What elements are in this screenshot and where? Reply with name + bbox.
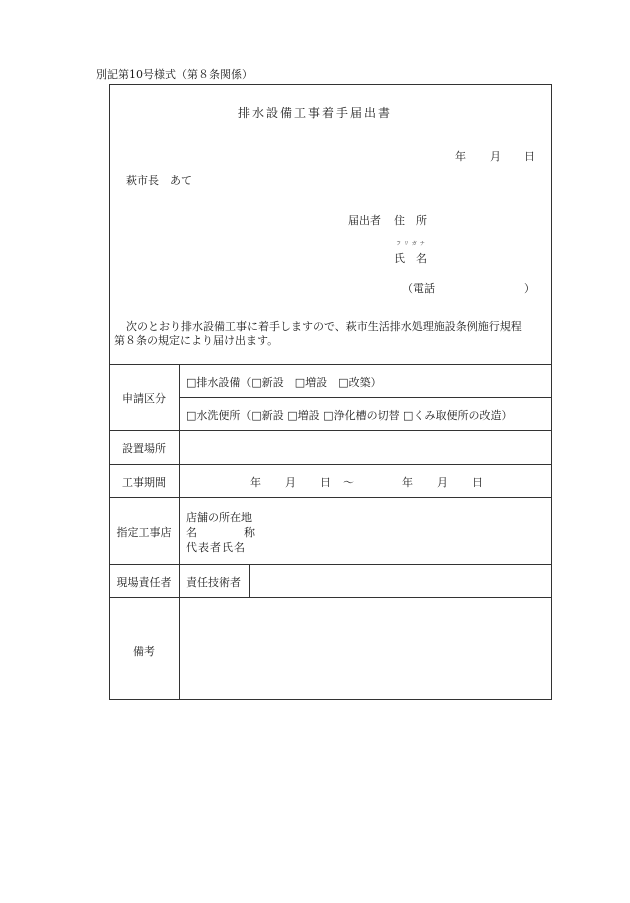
contractor-name-label-b: 称: [244, 526, 255, 539]
form-title: 排水設備工事着手届出書: [237, 106, 392, 120]
label-column-rule: [179, 364, 180, 700]
addressee: 萩市長 あて: [126, 174, 192, 187]
period-label: 工事期間: [122, 476, 166, 489]
address-label: 住 所: [394, 214, 427, 227]
contractor-rep-label: 代表者氏名: [186, 541, 246, 554]
date-month: 月: [490, 150, 501, 163]
period-end-day: 日: [472, 476, 483, 489]
contractor-bottom-rule: [109, 564, 552, 565]
location-label: 設置場所: [122, 442, 166, 455]
type-bottom-rule: [109, 430, 552, 431]
applicant-label: 届出者: [348, 214, 381, 227]
name-label: 氏 名: [394, 252, 427, 265]
period-end-year: 年: [402, 476, 413, 489]
period-separator: ～: [343, 476, 354, 489]
contractor-name-label-a: 名: [186, 526, 197, 539]
body-text-line1: 次のとおり排水設備工事に着手しますので、萩市生活排水処理施設条例施行規程: [126, 320, 522, 333]
table-top-rule: [109, 364, 552, 365]
option-flush-toilet[interactable]: □水洗便所（□新設 □増設 □浄化槽の切替 □くみ取便所の改造）: [186, 409, 513, 422]
manager-bottom-rule: [109, 597, 552, 598]
period-start-day: 日: [320, 476, 331, 489]
application-type-label: 申請区分: [122, 392, 166, 405]
contractor-label: 指定工事店: [116, 526, 172, 539]
location-bottom-rule: [109, 464, 552, 465]
remarks-label: 備考: [133, 645, 155, 658]
period-start-month: 月: [285, 476, 296, 489]
period-end-month: 月: [437, 476, 448, 489]
body-text-line2: 第８条の規定により届け出ます。: [114, 334, 279, 347]
date-day: 日: [524, 150, 535, 163]
contractor-address-label: 店舗の所在地: [186, 511, 252, 524]
engineer-label: 責任技術者: [186, 576, 241, 589]
date-year: 年: [455, 150, 466, 163]
engineer-column-rule: [249, 564, 250, 597]
period-bottom-rule: [109, 497, 552, 498]
form-caption: 別記第10号様式（第８条関係）: [96, 68, 253, 81]
type-divider-rule: [179, 397, 552, 398]
site-manager-label: 現場責任者: [116, 576, 172, 589]
name-ruby: フリガナ: [396, 241, 428, 247]
phone-open: （電話: [402, 282, 435, 295]
option-drainage-equipment[interactable]: □排水設備（□新設 □増設 □改築）: [186, 376, 382, 389]
phone-close: ）: [524, 282, 535, 295]
period-start-year: 年: [250, 476, 261, 489]
